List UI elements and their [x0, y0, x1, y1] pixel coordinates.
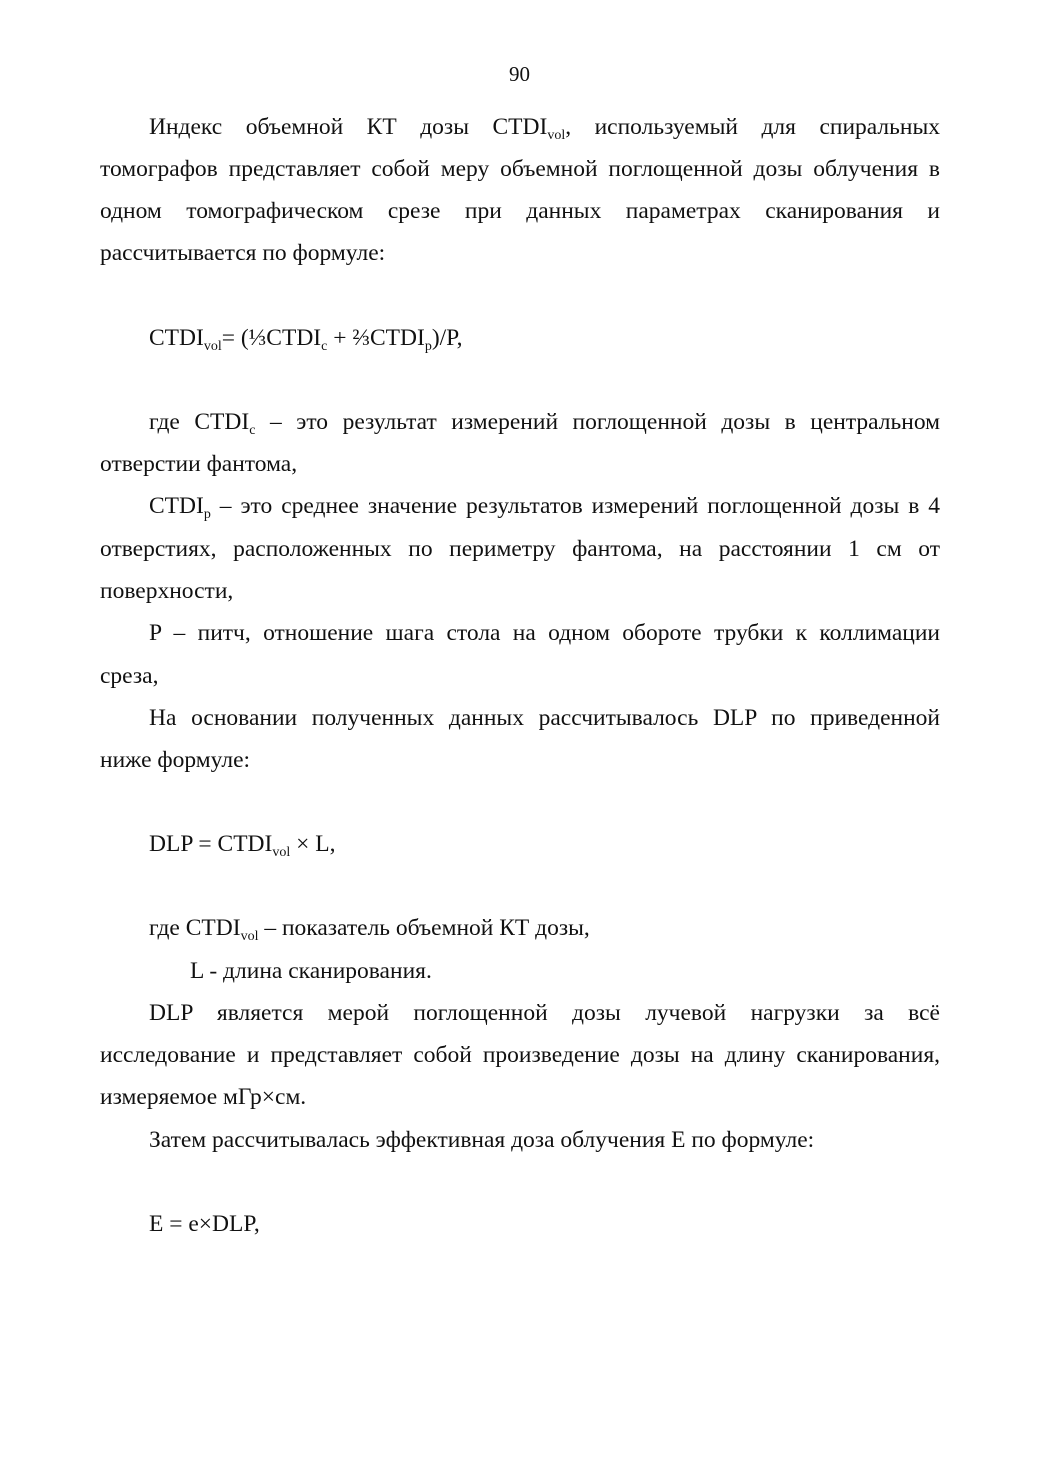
- text-run: CTDI: [149, 325, 204, 351]
- subscript: p: [424, 339, 432, 354]
- text-run: = (⅓CTDI: [221, 325, 322, 351]
- paragraph-line: томографов представляет собой меру объемной поглощенной дозы облучения в: [100, 156, 940, 182]
- paragraph-line: поверхности,: [100, 578, 234, 604]
- text-run: × L,: [290, 831, 336, 857]
- formula-ctdivol: [149, 323, 940, 353]
- page-number: 90: [509, 62, 530, 86]
- subscript: vol: [272, 845, 291, 860]
- subscript: p: [203, 507, 211, 522]
- formula-effective-dose: E = e×DLP,: [149, 1211, 260, 1237]
- subscript: vol: [203, 339, 222, 354]
- text-run: DLP = CTDI: [149, 831, 273, 857]
- paragraph-line: одном томографическом срезе при данных параметрах сканирования и: [100, 198, 940, 224]
- paragraph-line: рассчитывается по формуле:: [100, 240, 386, 266]
- text-run: CTDI: [149, 493, 204, 519]
- paragraph-line: L - длина сканирования.: [190, 958, 432, 984]
- text-run: – это среднее значение результатов измерений поглощенной дозы в 4: [210, 493, 940, 519]
- paragraph-line: отверстиях, расположенных по периметру фантома, на расстоянии 1 см от: [100, 536, 940, 562]
- paragraph-line: отверстии фантома,: [100, 451, 298, 477]
- paragraph-line: DLP является мерой поглощенной дозы лучевой нагрузки за всё: [149, 1000, 940, 1026]
- paragraph-line: измеряемое мГр×см.: [100, 1084, 307, 1110]
- text-run: – это результат измерений поглощенной дозы в центральном: [255, 409, 940, 435]
- text-run: Индекс объемной КТ дозы CTDI: [149, 114, 548, 140]
- text-run: – показатель объемной КТ дозы,: [258, 915, 590, 941]
- subscript: vol: [547, 128, 566, 143]
- text-run: , используемый для спиральных: [565, 114, 940, 140]
- paragraph-line: исследование и представляет собой произведение дозы на длину сканирования,: [100, 1042, 940, 1068]
- text-run: )/P,: [431, 325, 463, 351]
- formula-dlp: [149, 829, 940, 859]
- subscript: c: [321, 339, 328, 354]
- text-run: + ⅔CTDI: [327, 325, 425, 351]
- paragraph-line: [149, 407, 940, 437]
- subscript: c: [249, 423, 256, 438]
- paragraph-line: [149, 112, 940, 142]
- paragraph-line: P – питч, отношение шага стола на одном обороте трубки к коллимации: [149, 620, 940, 646]
- paragraph-line: [149, 913, 940, 943]
- paragraph-line: На основании полученных данных рассчитывалось DLP по приведенной: [149, 705, 940, 731]
- paragraph-line: среза,: [100, 663, 159, 689]
- paragraph-line: ниже формуле:: [100, 747, 251, 773]
- text-run: где CTDI: [149, 915, 241, 941]
- paragraph-line: Затем рассчитывалась эффективная доза облучения E по формуле:: [149, 1127, 815, 1153]
- text-run: где CTDI: [149, 409, 250, 435]
- paragraph-line: [149, 491, 940, 521]
- subscript: vol: [240, 929, 259, 944]
